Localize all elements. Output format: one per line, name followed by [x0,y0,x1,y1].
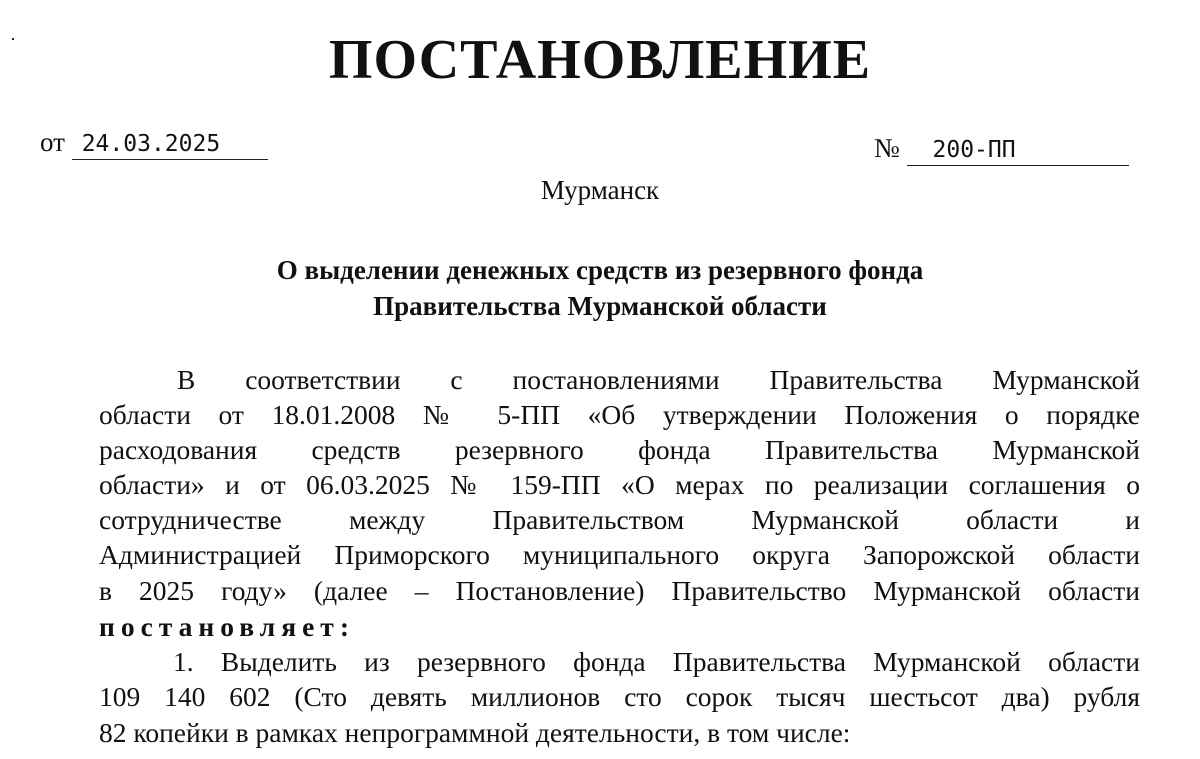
number-value: 200-ПП [907,135,1129,166]
body-line: расходования средств резервного фонда Правительства Мурманской [99,434,1140,465]
body-line: Администрацией Приморского муниципального округа Запорожской области [99,539,1140,570]
subject-line: Правительства Мурманской области [373,291,827,321]
body-line: сотрудничестве между Правительством Мурманской области и [99,504,1140,535]
body-line: 109 140 602 (Сто девять миллионов сто сорок тысяч шестьсот два) рубля [99,681,1140,712]
date-value: 24.03.2025 [72,129,268,160]
document-title: ПОСТАНОВЛЕНИЕ [328,29,872,91]
body-line: в 2025 году» (далее – Постановление) Правительство Мурманской области [99,575,1140,606]
document-subject [0,252,1200,324]
subject-line: О выделении денежных средств из резервного фонда [276,255,924,285]
body-line: области» и от 06.03.2025 № 159-ПП «О мерах по реализации соглашения о [99,469,1140,500]
number-prefix: № [874,133,900,163]
body-line: 1. Выделить из резервного фонда Правительства Мурманской области [173,646,1140,677]
city: Мурманск [540,175,660,205]
date-prefix: от [40,127,65,157]
resolution-word: постановляет: [99,611,355,642]
body-line: В соответствии с постановлениями Правительства Мурманской [177,364,1140,395]
body-line: 82 копейки в рамках непрограммной деятельности, в том числе: [99,717,851,748]
body-line: области от 18.01.2008 № 5-ПП «Об утверждении Положения о порядке [99,399,1140,430]
date-line [40,124,268,160]
number-line [874,130,1129,166]
